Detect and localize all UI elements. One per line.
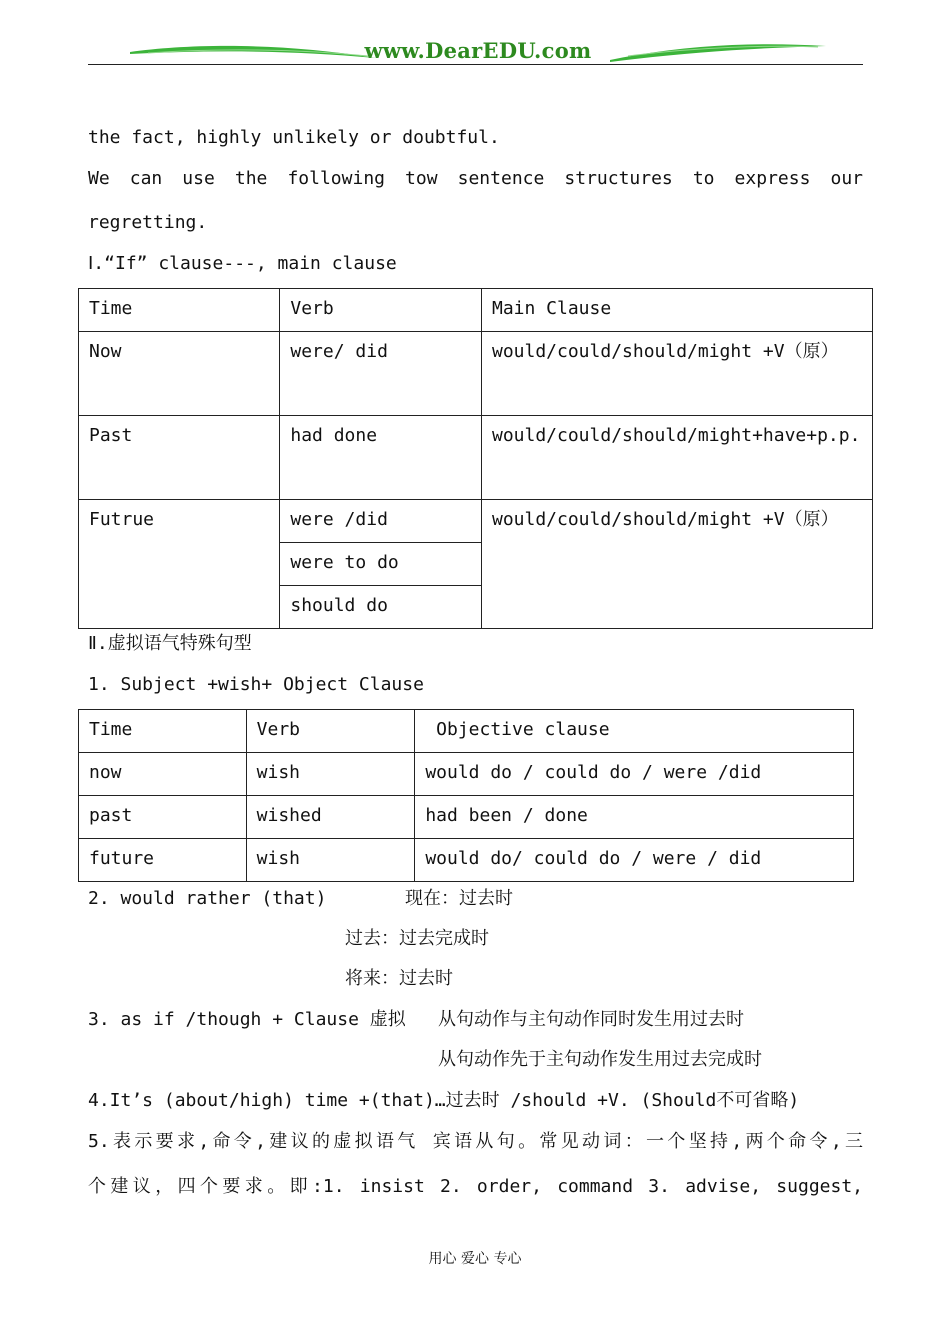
table-header-row	[79, 289, 873, 332]
objective-clause-cell: would do/ could do / were / did	[415, 839, 854, 882]
item-4-text: 4.It’s (about/high) time +(that)…过去时 /should +V. (Should不可省略)	[88, 1090, 800, 1111]
table-header-cell: Time	[79, 710, 247, 753]
item-2-future: 将来：过去时	[345, 968, 453, 989]
main-clause-cell: would/could/should/might+have+p.p.	[481, 416, 872, 500]
intro-line-1: the fact, highly unlikely or doubtful.	[88, 127, 500, 148]
objective-clause-cell: had been / done	[415, 796, 854, 839]
section-1-heading: Ⅰ.“If” clause---, main clause	[88, 253, 397, 274]
table-header-cell: Verb	[246, 710, 415, 753]
table-header-cell: Verb	[280, 289, 482, 332]
verb-cell: wish	[246, 753, 415, 796]
page-header	[88, 30, 863, 70]
page-footer: 用心 爱心 专心	[428, 1251, 522, 1267]
table-header-cell: Main Clause	[481, 289, 872, 332]
item-5-line-1: 5.表示要求,命令,建议的虚拟语气 宾语从句。常见动词：一个坚持,两个命令,三	[88, 1131, 863, 1152]
objective-clause-cell: would do / could do / were /did	[415, 753, 854, 796]
intro-line-2: We can use the following tow sentence structures to express our	[88, 168, 863, 189]
site-logo-text: www.DearEDU.com	[364, 38, 592, 63]
verb-cell: were to do	[280, 543, 482, 586]
verb-cell: wish	[246, 839, 415, 882]
table-row	[79, 416, 873, 500]
wish-clause-table	[78, 709, 854, 882]
time-cell: past	[79, 796, 247, 839]
time-cell: Futrue	[79, 500, 280, 629]
right-swoosh-icon	[608, 40, 828, 64]
verb-cell: were/ did	[280, 332, 482, 416]
table-header-cell: Time	[79, 289, 280, 332]
intro-line-3: regretting.	[88, 212, 208, 233]
table-row	[79, 839, 854, 882]
table-header-cell: Objective clause	[415, 710, 854, 753]
item-2-text: 2. would rather (that)	[88, 888, 327, 909]
item-2-now: 现在：过去时	[405, 888, 513, 909]
item-3-rule-a: 从句动作与主句动作同时发生用过去时	[438, 1009, 744, 1030]
main-clause-cell: would/could/should/might +V（原）	[481, 500, 872, 629]
left-swoosh-icon	[128, 40, 378, 64]
table-row	[79, 332, 873, 416]
item-3-rule-b: 从句动作先于主句动作发生用过去完成时	[438, 1049, 762, 1070]
table-row	[79, 753, 854, 796]
header-rule	[88, 64, 863, 65]
item-3-text: 3. as if /though + Clause 虚拟	[88, 1009, 406, 1030]
item-2-past: 过去：过去完成时	[345, 928, 489, 949]
item-5-line-2: 个建议，四个要求。即:1. insist 2. order, command 3. advise, suggest,	[88, 1176, 863, 1197]
verb-cell: wished	[246, 796, 415, 839]
verb-cell: had done	[280, 416, 482, 500]
time-cell: now	[79, 753, 247, 796]
if-clause-table	[78, 288, 873, 629]
verb-cell: were /did	[280, 500, 482, 543]
verb-cell: should do	[280, 586, 482, 629]
table-header-row	[79, 710, 854, 753]
section-2-heading: Ⅱ.虚拟语气特殊句型	[88, 633, 252, 654]
table-row	[79, 796, 854, 839]
table-row	[79, 500, 873, 543]
main-clause-cell: would/could/should/might +V（原）	[481, 332, 872, 416]
time-cell: Now	[79, 332, 280, 416]
item-1-heading: 1. Subject +wish+ Object Clause	[88, 674, 424, 695]
time-cell: future	[79, 839, 247, 882]
time-cell: Past	[79, 416, 280, 500]
